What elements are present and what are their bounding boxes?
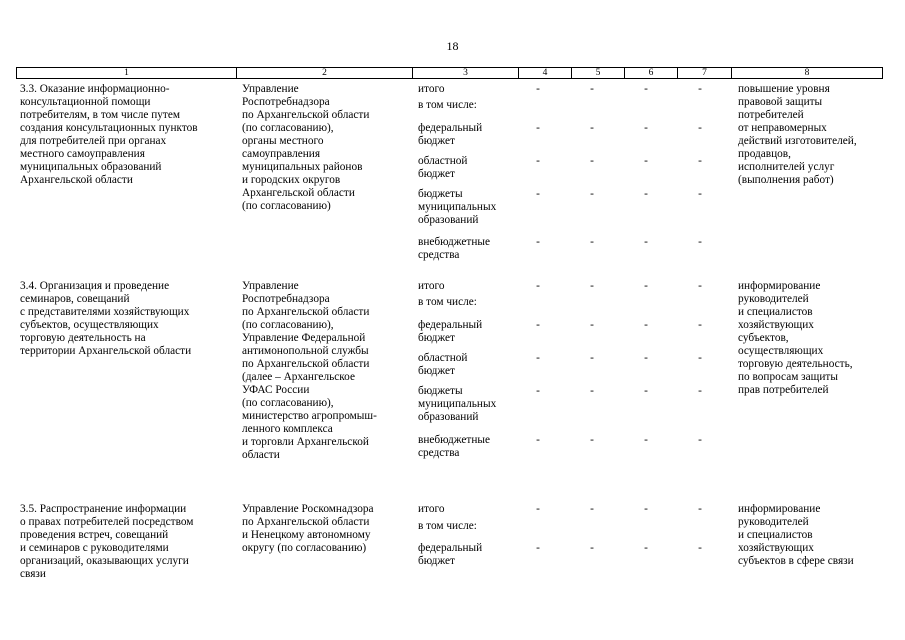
row-1-source-including: в том числе: xyxy=(418,99,477,111)
column-number-8: 8 xyxy=(732,68,883,79)
dash-r3-s2-c7: - xyxy=(698,542,702,554)
dash-r1-s1-c5: - xyxy=(590,83,594,95)
dash-r2-s4-c5: - xyxy=(590,385,594,397)
dash-r1-s5-c6: - xyxy=(644,236,648,248)
row-2-executor: Управление Роспотребнадзора по Архангельской области (по согласованию), Управление Федеральной антимонопольной службы по Архангельской области (далее – Архангельское УФАС России (по согласованию), министерство агропромыш- ленного комплекса и торговли Архангельской области xyxy=(242,280,377,461)
dash-r1-s4-c7: - xyxy=(698,188,702,200)
dash-r1-s2-c7: - xyxy=(698,122,702,134)
row-2-source-federal: федеральный бюджет xyxy=(418,319,483,344)
column-number-7: 7 xyxy=(678,68,732,79)
row-3-executor: Управление Роскомнадзора по Архангельской области и Ненецкому автономному округу (по согласованию) xyxy=(242,503,374,554)
dash-r3-s2-c6: - xyxy=(644,542,648,554)
row-2-source-including: в том числе: xyxy=(418,296,477,308)
dash-r1-s2-c5: - xyxy=(590,122,594,134)
row-2-source-regional: областной бюджет xyxy=(418,352,468,377)
dash-r2-s4-c4: - xyxy=(536,385,540,397)
column-number-2: 2 xyxy=(237,68,413,79)
dash-r3-s2-c5: - xyxy=(590,542,594,554)
row-1-source-total: итого xyxy=(418,83,445,95)
row-1-source-federal: федеральный бюджет xyxy=(418,122,483,147)
dash-r1-s2-c4: - xyxy=(536,122,540,134)
column-header-row xyxy=(16,67,883,79)
dash-r1-s3-c7: - xyxy=(698,155,702,167)
row-1-source-municipal: бюджеты муниципальных образований xyxy=(418,188,497,226)
row-2-result: информирование руководителей и специалистов хозяйствующих субъектов, осуществляющих торговую деятельность, по вопросам защиты прав потребителей xyxy=(738,280,853,396)
dash-r1-s5-c4: - xyxy=(536,236,540,248)
dash-r3-s1-c4: - xyxy=(536,503,540,515)
dash-r1-s2-c6: - xyxy=(644,122,648,134)
dash-r2-s3-c4: - xyxy=(536,352,540,364)
dash-r1-s5-c7: - xyxy=(698,236,702,248)
row-3-source-including: в том числе: xyxy=(418,520,477,532)
dash-r2-s3-c6: - xyxy=(644,352,648,364)
row-1-result: повышение уровня правовой защиты потребителей от неправомерных действий изготовителей, продавцов, исполнителей услуг (выполнения работ) xyxy=(738,83,857,186)
dash-r3-s2-c4: - xyxy=(536,542,540,554)
dash-r2-s5-c5: - xyxy=(590,434,594,446)
dash-r1-s1-c6: - xyxy=(644,83,648,95)
column-number-1: 1 xyxy=(17,68,237,79)
dash-r1-s1-c4: - xyxy=(536,83,540,95)
dash-r2-s4-c7: - xyxy=(698,385,702,397)
dash-r2-s4-c6: - xyxy=(644,385,648,397)
dash-r1-s3-c6: - xyxy=(644,155,648,167)
dash-r2-s3-c5: - xyxy=(590,352,594,364)
dash-r1-s1-c7: - xyxy=(698,83,702,95)
dash-r2-s5-c6: - xyxy=(644,434,648,446)
page-number: 18 xyxy=(446,39,459,53)
dash-r2-s2-c4: - xyxy=(536,319,540,331)
dash-r2-s3-c7: - xyxy=(698,352,702,364)
dash-r3-s1-c6: - xyxy=(644,503,648,515)
dash-r2-s2-c7: - xyxy=(698,319,702,331)
row-1-executor: Управление Роспотребнадзора по Архангельской области (по согласованию), органы местного самоуправления муниципальных районов и городских округов Архангельской области (по согласованию) xyxy=(242,83,370,212)
dash-r1-s5-c5: - xyxy=(590,236,594,248)
dash-r2-s1-c4: - xyxy=(536,280,540,292)
dash-r2-s1-c6: - xyxy=(644,280,648,292)
dash-r2-s1-c5: - xyxy=(590,280,594,292)
dash-r1-s4-c4: - xyxy=(536,188,540,200)
column-number-4: 4 xyxy=(519,68,572,79)
row-3-name: 3.5. Распространение информации о правах потребителей посредством проведения встреч, совещаний и семинаров с руководителями организаций, оказывающих услуги связи xyxy=(20,503,194,580)
row-2-source-total: итого xyxy=(418,280,445,292)
dash-r1-s3-c4: - xyxy=(536,155,540,167)
dash-r1-s4-c5: - xyxy=(590,188,594,200)
row-1-source-extrabudgetary: внебюджетные средства xyxy=(418,236,491,261)
dash-r1-s3-c5: - xyxy=(590,155,594,167)
column-number-6: 6 xyxy=(625,68,678,79)
column-number-5: 5 xyxy=(572,68,625,79)
dash-r2-s1-c7: - xyxy=(698,280,702,292)
row-2-source-municipal: бюджеты муниципальных образований xyxy=(418,385,497,423)
dash-r2-s2-c5: - xyxy=(590,319,594,331)
row-1-name: 3.3. Оказание информационно- консультационной помощи потребителям, в том числе путем создания консультационных пунктов для потребителей при органах местного самоуправления муниципальных образований Архангельской области xyxy=(20,83,198,186)
column-number-3: 3 xyxy=(413,68,519,79)
dash-r2-s5-c4: - xyxy=(536,434,540,446)
dash-r3-s1-c5: - xyxy=(590,503,594,515)
row-3-source-total: итого xyxy=(418,503,445,515)
dash-r2-s5-c7: - xyxy=(698,434,702,446)
row-1-source-regional: областной бюджет xyxy=(418,155,468,180)
row-3-result: информирование руководителей и специалистов хозяйствующих субъектов в сфере связи xyxy=(738,503,854,567)
row-3-source-federal: федеральный бюджет xyxy=(418,542,483,567)
dash-r2-s2-c6: - xyxy=(644,319,648,331)
dash-r1-s4-c6: - xyxy=(644,188,648,200)
dash-r3-s1-c7: - xyxy=(698,503,702,515)
row-2-name: 3.4. Организация и проведение семинаров, совещаний с представителями хозяйствующих субъектов, осуществляющих торговую деятельность на территории Архангельской области xyxy=(20,280,192,357)
row-2-source-extrabudgetary: внебюджетные средства xyxy=(418,434,491,459)
